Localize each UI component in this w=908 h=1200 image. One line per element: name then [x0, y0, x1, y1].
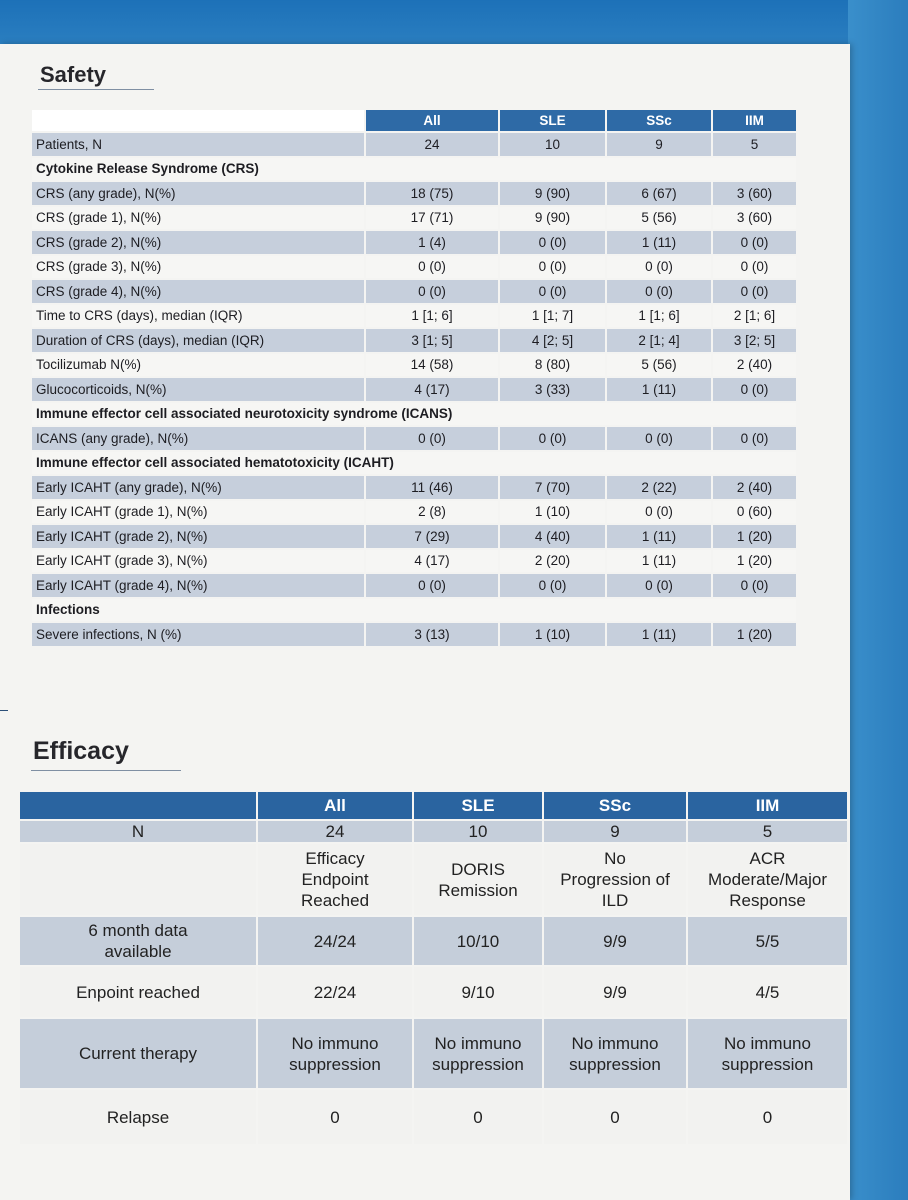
efficacy-col-iim: IIM	[687, 791, 848, 820]
value-cell: 1 [1; 6]	[365, 304, 499, 329]
value-cell: 9/10	[413, 966, 543, 1018]
value-cell: 9	[543, 820, 687, 843]
value-cell: 0 (0)	[365, 573, 499, 598]
row-label: Early ICAHT (grade 1), N(%)	[31, 500, 365, 525]
row-label: Early ICAHT (grade 4), N(%)	[31, 573, 365, 598]
safety-col-iim: IIM	[712, 109, 797, 132]
safety-col-sle: SLE	[499, 109, 606, 132]
value-cell: 0 (0)	[499, 255, 606, 280]
value-cell: 1 [1; 7]	[499, 304, 606, 329]
value-cell: 9 (90)	[499, 206, 606, 231]
value-cell: 1 (11)	[606, 377, 712, 402]
section-row	[31, 157, 797, 182]
table-row	[31, 230, 797, 255]
row-label: Time to CRS (days), median (IQR)	[31, 304, 365, 329]
value-cell: 10/10	[413, 916, 543, 966]
section-label: Immune effector cell associated neurotoxicity syndrome (ICANS)	[31, 402, 797, 427]
value-cell: 0 (0)	[712, 426, 797, 451]
value-cell: 0 (0)	[499, 230, 606, 255]
value-cell: 1 (10)	[499, 500, 606, 525]
value-cell: Efficacy Endpoint Reached	[257, 843, 413, 916]
value-cell: 11 (46)	[365, 475, 499, 500]
section-row	[31, 402, 797, 427]
value-cell: 4 (17)	[365, 549, 499, 574]
value-cell: 0	[257, 1089, 413, 1145]
safety-table	[30, 108, 798, 648]
value-cell: 3 (33)	[499, 377, 606, 402]
table-row	[31, 377, 797, 402]
value-cell: 9	[606, 132, 712, 157]
row-label: Early ICAHT (grade 2), N(%)	[31, 524, 365, 549]
table-row	[31, 304, 797, 329]
value-cell: 0 (0)	[712, 230, 797, 255]
value-cell: 1 (20)	[712, 524, 797, 549]
value-cell: 0	[687, 1089, 848, 1145]
value-cell: 5	[687, 820, 848, 843]
value-cell: 8 (80)	[499, 353, 606, 378]
value-cell: 9 (90)	[499, 181, 606, 206]
row-label	[19, 843, 257, 916]
row-label: Early ICAHT (grade 3), N(%)	[31, 549, 365, 574]
value-cell: 3 (60)	[712, 181, 797, 206]
value-cell: 0 (0)	[712, 255, 797, 280]
value-cell: No Progression of ILD	[543, 843, 687, 916]
value-cell: 10	[413, 820, 543, 843]
value-cell: 9/9	[543, 916, 687, 966]
value-cell: 22/24	[257, 966, 413, 1018]
efficacy-header-blank	[19, 791, 257, 820]
table-row	[31, 181, 797, 206]
value-cell: 3 (13)	[365, 622, 499, 647]
value-cell: No immuno suppression	[543, 1018, 687, 1089]
row-label: 6 month data available	[19, 916, 257, 966]
row-label: ICANS (any grade), N(%)	[31, 426, 365, 451]
value-cell: 18 (75)	[365, 181, 499, 206]
table-row	[31, 353, 797, 378]
row-label: Severe infections, N (%)	[31, 622, 365, 647]
row-label: Current therapy	[19, 1018, 257, 1089]
row-label: Patients, N	[31, 132, 365, 157]
efficacy-heading: Efficacy	[33, 737, 129, 765]
value-cell: 2 (40)	[712, 475, 797, 500]
safety-heading-underline	[38, 89, 154, 90]
value-cell: 24	[257, 820, 413, 843]
row-label: N	[19, 820, 257, 843]
efficacy-row	[19, 916, 848, 966]
efficacy-heading-underline	[31, 770, 181, 771]
row-label: Enpoint reached	[19, 966, 257, 1018]
value-cell: 5 (56)	[606, 353, 712, 378]
value-cell: 6 (67)	[606, 181, 712, 206]
efficacy-row	[19, 843, 848, 916]
value-cell: 0 (0)	[365, 279, 499, 304]
value-cell: 0	[543, 1089, 687, 1145]
value-cell: 2 (22)	[606, 475, 712, 500]
value-cell: DORIS Remission	[413, 843, 543, 916]
value-cell: 4/5	[687, 966, 848, 1018]
row-label: Tocilizumab N(%)	[31, 353, 365, 378]
value-cell: 0 (0)	[499, 279, 606, 304]
efficacy-col-all: All	[257, 791, 413, 820]
value-cell: 10	[499, 132, 606, 157]
value-cell: 1 [1; 6]	[606, 304, 712, 329]
table-row	[31, 255, 797, 280]
value-cell: 0	[413, 1089, 543, 1145]
table-row	[31, 573, 797, 598]
table-row	[31, 279, 797, 304]
value-cell: 1 (11)	[606, 524, 712, 549]
value-cell: 0 (0)	[606, 500, 712, 525]
value-cell: 2 [1; 4]	[606, 328, 712, 353]
table-row	[31, 328, 797, 353]
value-cell: 2 (8)	[365, 500, 499, 525]
value-cell: 4 (17)	[365, 377, 499, 402]
row-label: Early ICAHT (any grade), N(%)	[31, 475, 365, 500]
value-cell: 4 (40)	[499, 524, 606, 549]
value-cell: 2 (20)	[499, 549, 606, 574]
safety-col-all: All	[365, 109, 499, 132]
value-cell: ACR Moderate/Major Response	[687, 843, 848, 916]
value-cell: 0 (0)	[606, 573, 712, 598]
row-label: Duration of CRS (days), median (IQR)	[31, 328, 365, 353]
efficacy-col-sle: SLE	[413, 791, 543, 820]
value-cell: 1 (11)	[606, 549, 712, 574]
safety-header-row	[31, 109, 797, 132]
value-cell: 1 (20)	[712, 549, 797, 574]
value-cell: 0 (60)	[712, 500, 797, 525]
value-cell: 24	[365, 132, 499, 157]
row-label: CRS (grade 1), N(%)	[31, 206, 365, 231]
efficacy-header-row	[19, 791, 848, 820]
value-cell: No immuno suppression	[687, 1018, 848, 1089]
value-cell: 1 (11)	[606, 622, 712, 647]
section-label: Immune effector cell associated hematotoxicity (ICAHT)	[31, 451, 797, 476]
value-cell: 1 (11)	[606, 230, 712, 255]
table-row	[31, 500, 797, 525]
value-cell: 0 (0)	[712, 377, 797, 402]
value-cell: 5	[712, 132, 797, 157]
value-cell: 0 (0)	[606, 426, 712, 451]
value-cell: 0 (0)	[712, 279, 797, 304]
value-cell: 2 (40)	[712, 353, 797, 378]
row-label: CRS (any grade), N(%)	[31, 181, 365, 206]
value-cell: 4 [2; 5]	[499, 328, 606, 353]
value-cell: 3 [2; 5]	[712, 328, 797, 353]
value-cell: 0 (0)	[712, 573, 797, 598]
value-cell: No immuno suppression	[257, 1018, 413, 1089]
value-cell: 9/9	[543, 966, 687, 1018]
value-cell: 0 (0)	[606, 279, 712, 304]
efficacy-table-body	[19, 820, 848, 1145]
value-cell: 5/5	[687, 916, 848, 966]
value-cell: 0 (0)	[499, 426, 606, 451]
efficacy-row	[19, 966, 848, 1018]
value-cell: 7 (29)	[365, 524, 499, 549]
efficacy-row	[19, 820, 848, 843]
value-cell: 17 (71)	[365, 206, 499, 231]
efficacy-row	[19, 1089, 848, 1145]
safety-heading: Safety	[40, 62, 107, 87]
value-cell: 3 [1; 5]	[365, 328, 499, 353]
value-cell: 1 (10)	[499, 622, 606, 647]
table-row	[31, 206, 797, 231]
value-cell: 1 (20)	[712, 622, 797, 647]
value-cell: 7 (70)	[499, 475, 606, 500]
section-label: Cytokine Release Syndrome (CRS)	[31, 157, 797, 182]
row-label: CRS (grade 3), N(%)	[31, 255, 365, 280]
value-cell: 0 (0)	[606, 255, 712, 280]
row-label: Relapse	[19, 1089, 257, 1145]
safety-col-ssc: SSc	[606, 109, 712, 132]
value-cell: 3 (60)	[712, 206, 797, 231]
safety-table-body	[31, 132, 797, 647]
table-row	[31, 475, 797, 500]
value-cell: 24/24	[257, 916, 413, 966]
efficacy-row	[19, 1018, 848, 1089]
value-cell: 0 (0)	[365, 255, 499, 280]
row-label: CRS (grade 4), N(%)	[31, 279, 365, 304]
value-cell: 14 (58)	[365, 353, 499, 378]
section-row	[31, 598, 797, 623]
table-row	[31, 549, 797, 574]
margin-tick	[0, 710, 8, 711]
efficacy-col-ssc: SSc	[543, 791, 687, 820]
table-row	[31, 132, 797, 157]
value-cell: 5 (56)	[606, 206, 712, 231]
right-blue-band	[848, 0, 908, 1200]
row-label: Glucocorticoids, N(%)	[31, 377, 365, 402]
row-label: CRS (grade 2), N(%)	[31, 230, 365, 255]
table-row	[31, 524, 797, 549]
value-cell: 0 (0)	[365, 426, 499, 451]
section-row	[31, 451, 797, 476]
efficacy-table	[18, 790, 849, 1146]
top-blue-band	[0, 0, 908, 44]
value-cell: 1 (4)	[365, 230, 499, 255]
value-cell: 2 [1; 6]	[712, 304, 797, 329]
table-row	[31, 426, 797, 451]
table-row	[31, 622, 797, 647]
value-cell: 0 (0)	[499, 573, 606, 598]
value-cell: No immuno suppression	[413, 1018, 543, 1089]
section-label: Infections	[31, 598, 797, 623]
safety-header-blank	[31, 109, 365, 132]
